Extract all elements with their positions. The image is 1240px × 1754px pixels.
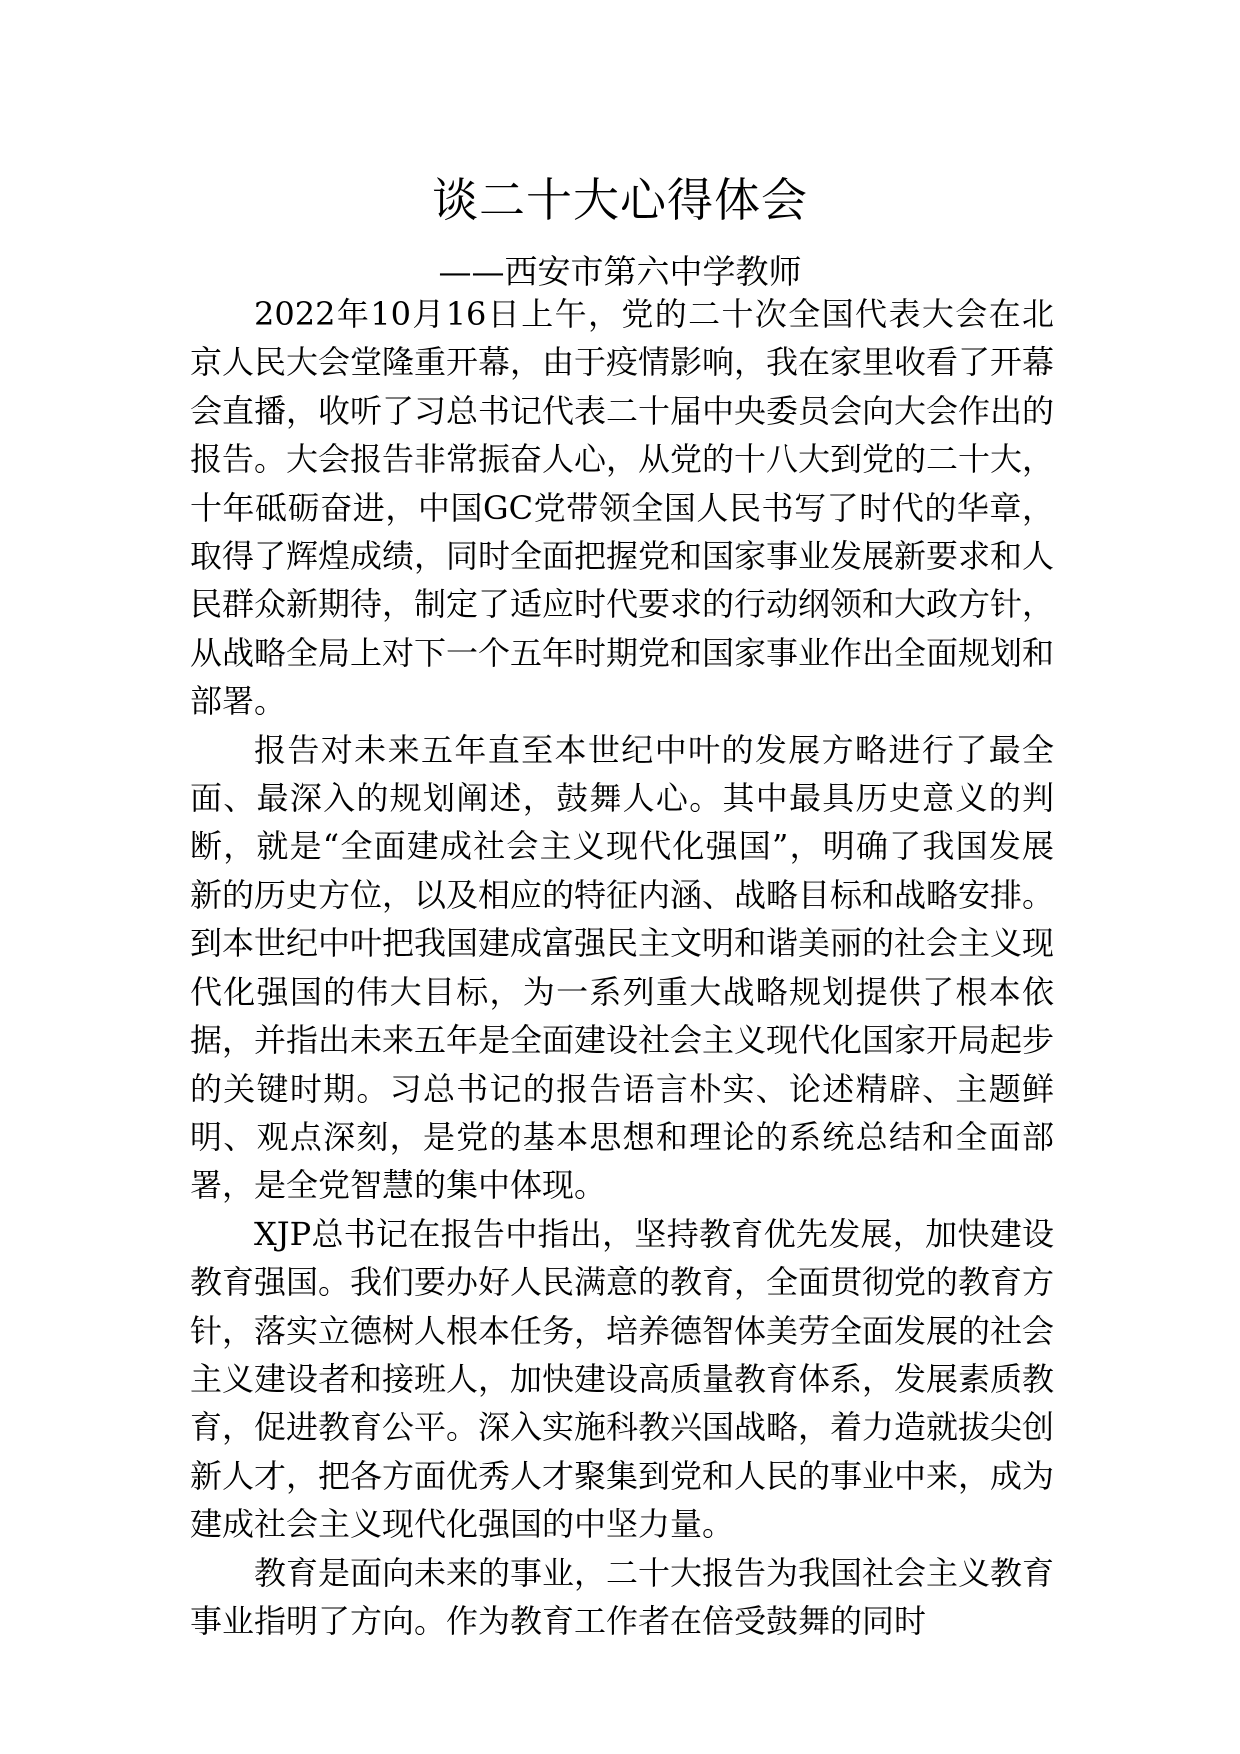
document-subtitle: ——西安市第六中学教师 <box>438 252 802 291</box>
paragraph-3: XJP总书记在报告中指出，坚持教育优先发展，加快建设教育强国。我们要办好人民满意的教育，全面贯彻党的教育方针，落实立德树人根本任务，培养德智体美劳全面发展的社会主义建设者和接班人，加快建设高质量教育体系，发展素质教育，促进教育公平。深入实施科教兴国战略，着力造就拔尖创新人才，把各方面优秀人才聚集到党和人民的事业中来，成为建成社会主义现代化强国的中坚力量。 <box>190 1214 1055 1544</box>
paragraph-4: 教育是面向未来的事业，二十大报告为我国社会主义教育事业指明了方向。作为教育工作者在倍受鼓舞的同时 <box>190 1553 1055 1640</box>
document-body <box>190 290 1054 1645</box>
paragraph-1: 2022年10月16日上午，党的二十次全国代表大会在北京人民大会堂隆重开幕，由于疫情影响，我在家里收看了开幕会直播，收听了习总书记代表二十届中央委员会向大会作出的报告。大会报告非常振奋人心，从党的十八大到党的二十大，十年砥砺奋进，中国GC党带领全国人民书写了时代的华章，取得了辉煌成绩，同时全面把握党和国家事业发展新要求和人民群众新期待，制定了适应时代要求的行动纲领和大政方针，从战略全局上对下一个五年时期党和国家事业作出全面规划和部署。 <box>190 295 1055 721</box>
paragraph-2: 报告对未来五年直至本世纪中叶的发展方略进行了最全面、最深入的规划阐述，鼓舞人心。其中最具历史意义的判断，就是“全面建成社会主义现代化强国”，明确了我国发展新的历史方位，以及相应的特征内涵、战略目标和战略安排。到本世纪中叶把我国建成富强民主文明和谐美丽的社会主义现代化强国的伟大目标，为一系列重大战略规划提供了根本依据，并指出未来五年是全面建设社会主义现代化国家开局起步的关键时期。习总书记的报告语言朴实、论述精辟、主题鲜明、观点深刻，是党的基本思想和理论的系统总结和全面部署，是全党智慧的集中体现。 <box>190 730 1055 1205</box>
document-title: 谈二十大心得体会 <box>432 173 808 227</box>
